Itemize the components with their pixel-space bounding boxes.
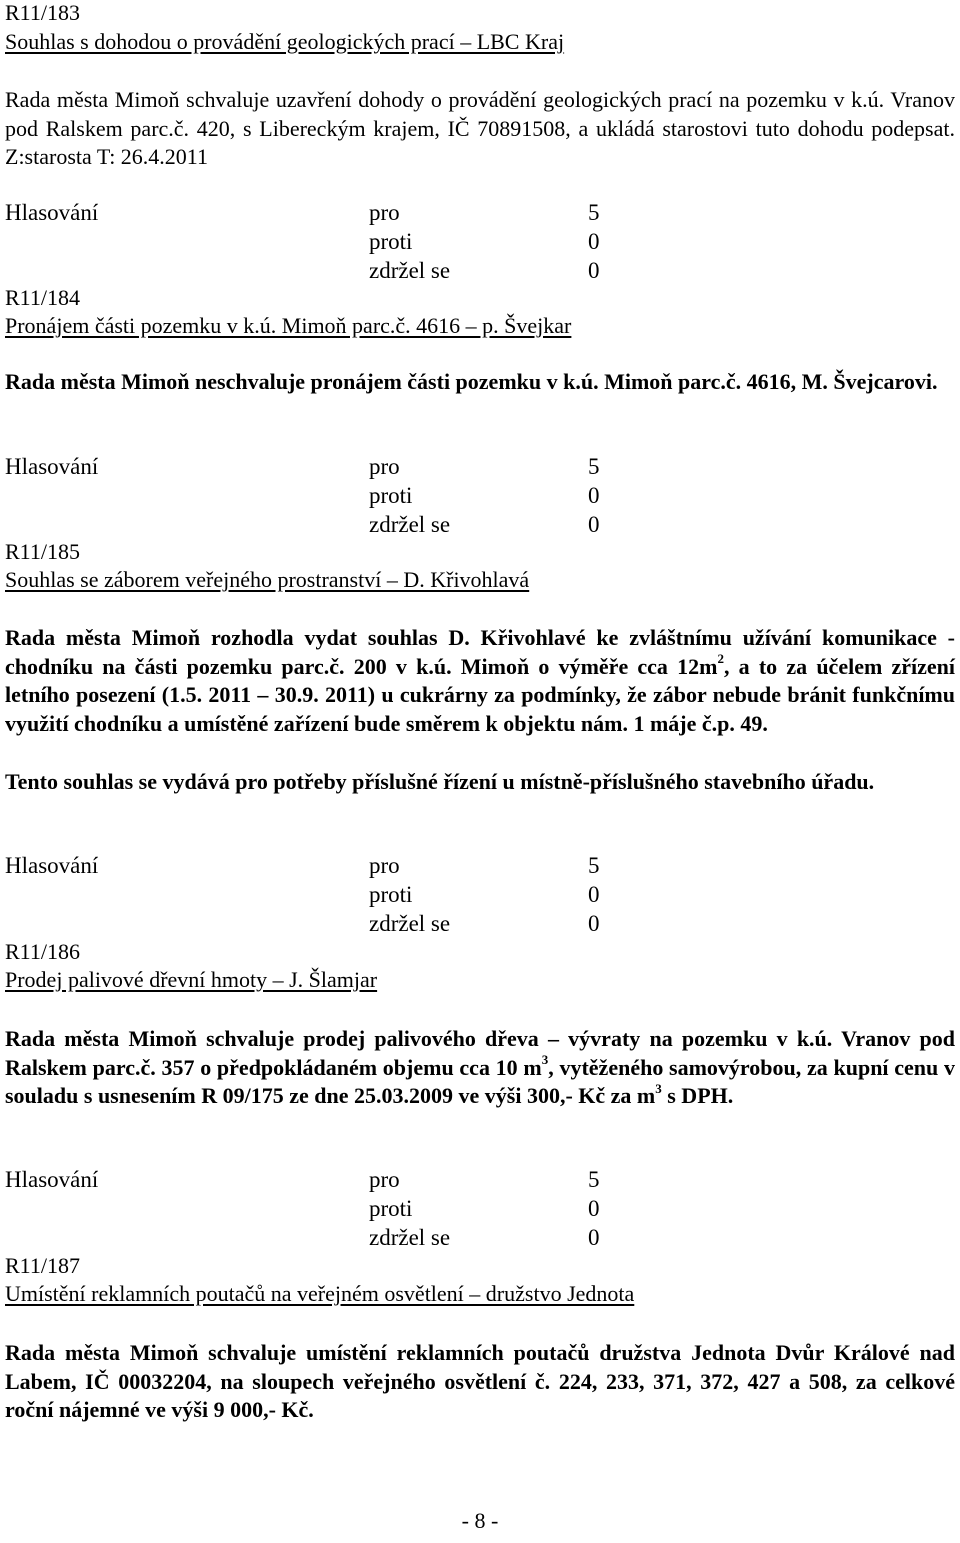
vote-proti-value: 0: [588, 483, 600, 508]
vote-pro-value: 5: [588, 454, 600, 479]
vote-proti-label: proti: [369, 483, 413, 508]
resolution-title: Pronájem části pozemku v k.ú. Mimoň parc.č. 4616 – p. Švejkar: [5, 313, 572, 338]
resolution-number: R11/186: [5, 939, 80, 964]
vote-zdrzel-value: 0: [588, 911, 600, 936]
resolution-text: Tento souhlas se vydává pro potřeby příslušné řízení u místně-příslušného stavebního úřadu.: [5, 769, 875, 794]
voting-block: [5, 852, 625, 942]
voting-block: [5, 453, 625, 543]
resolution-text: Rada města Mimoň schvaluje umístění reklamních poutačů družstva Jednota Dvůr Králové nad Labem, IČ 00032204, na sloupech veřejného osvětlení č. 224, 233, 371, 372, 427 a 508, za celkové roční nájemné ve výši 9 000,- Kč.: [5, 1340, 955, 1422]
vote-zdrzel-value: 0: [588, 258, 600, 283]
vote-pro-label: pro: [369, 200, 400, 225]
page-number: - 8 -: [461, 1508, 499, 1533]
vote-proti-value: 0: [588, 882, 600, 907]
resolution-title: Souhlas se záborem veřejného prostranství – D. Křivohlavá: [5, 567, 530, 592]
resolution-number: R11/184: [5, 285, 80, 310]
vote-proti-label: proti: [369, 229, 413, 254]
vote-zdrzel-label: zdržel se: [369, 1225, 451, 1250]
vote-pro-value: 5: [588, 1167, 600, 1192]
vote-pro-label: pro: [369, 454, 400, 479]
vote-zdrzel-value: 0: [588, 512, 600, 537]
vote-proti-label: proti: [369, 882, 413, 907]
vote-proti-label: proti: [369, 1196, 413, 1221]
resolution-text: Rada města Mimoň neschvaluje pronájem části pozemku v k.ú. Mimoň parc.č. 4616, M. Švejcarovi.: [5, 369, 938, 394]
resolution-text: Rada města Mimoň rozhodla vydat souhlas D. Křivohlavé ke zvláštnímu užívání komunikace - chodníku na části pozemku parc.č. 200 v k.ú. Mimoň o výměře cca $12m^2$, a to za účelem zřízení letního posezení (1.5. 2011 – 30.9. 2011) u cukrárny za podmínky, že zábor nebude bránit funkčnímu využití chodníku a umístěné zařízení bude směrem k objektu nám. 1 máje č.p. 49.: [5, 625, 955, 736]
vote-label: Hlasování: [5, 454, 99, 479]
vote-zdrzel-label: zdržel se: [369, 512, 451, 537]
vote-pro-label: pro: [369, 853, 400, 878]
resolution-text: Rada města Mimoň schvaluje uzavření dohody o provádění geologických prací na pozemku v k.ú. Vranov pod Ralskem parc.č. 420, s Libereckým krajem, IČ 70891508, a ukládá starostovi tuto dohodu podepsat. Z:starosta T: 26.4.2011: [5, 87, 955, 169]
resolution-title: Souhlas s dohodou o provádění geologických prací – LBC Kraj: [5, 29, 565, 54]
resolution-number: R11/185: [5, 539, 80, 564]
vote-proti-value: 0: [588, 1196, 600, 1221]
voting-block: [5, 199, 625, 289]
resolution-title: Umístění reklamních poutačů na veřejném osvětlení – družstvo Jednota: [5, 1281, 635, 1306]
resolution-number: R11/187: [5, 1253, 80, 1278]
vote-proti-value: 0: [588, 229, 600, 254]
resolution-number: R11/183: [5, 0, 80, 25]
vote-pro-label: pro: [369, 1167, 400, 1192]
vote-zdrzel-value: 0: [588, 1225, 600, 1250]
vote-label: Hlasování: [5, 200, 99, 225]
vote-label: Hlasování: [5, 853, 99, 878]
vote-pro-value: 5: [588, 853, 600, 878]
vote-label: Hlasování: [5, 1167, 99, 1192]
vote-zdrzel-label: zdržel se: [369, 258, 451, 283]
vote-zdrzel-label: zdržel se: [369, 911, 451, 936]
resolution-text: Rada města Mimoň schvaluje prodej palivového dřeva – vývraty na pozemku v k.ú. Vranov pod Ralskem parc.č. 357 o předpokládaném objemu cca 10 $m^3$, vytěženého samovýrobou, za kupní cenu v souladu s usnesením R 09/175 ze dne 25.03.2009 ve výši 300,- Kč za $m^3$ s DPH.: [5, 1026, 955, 1108]
resolution-title: Prodej palivové dřevní hmoty – J. Šlamjar: [5, 967, 378, 992]
voting-block: [5, 1166, 625, 1256]
vote-pro-value: 5: [588, 200, 600, 225]
